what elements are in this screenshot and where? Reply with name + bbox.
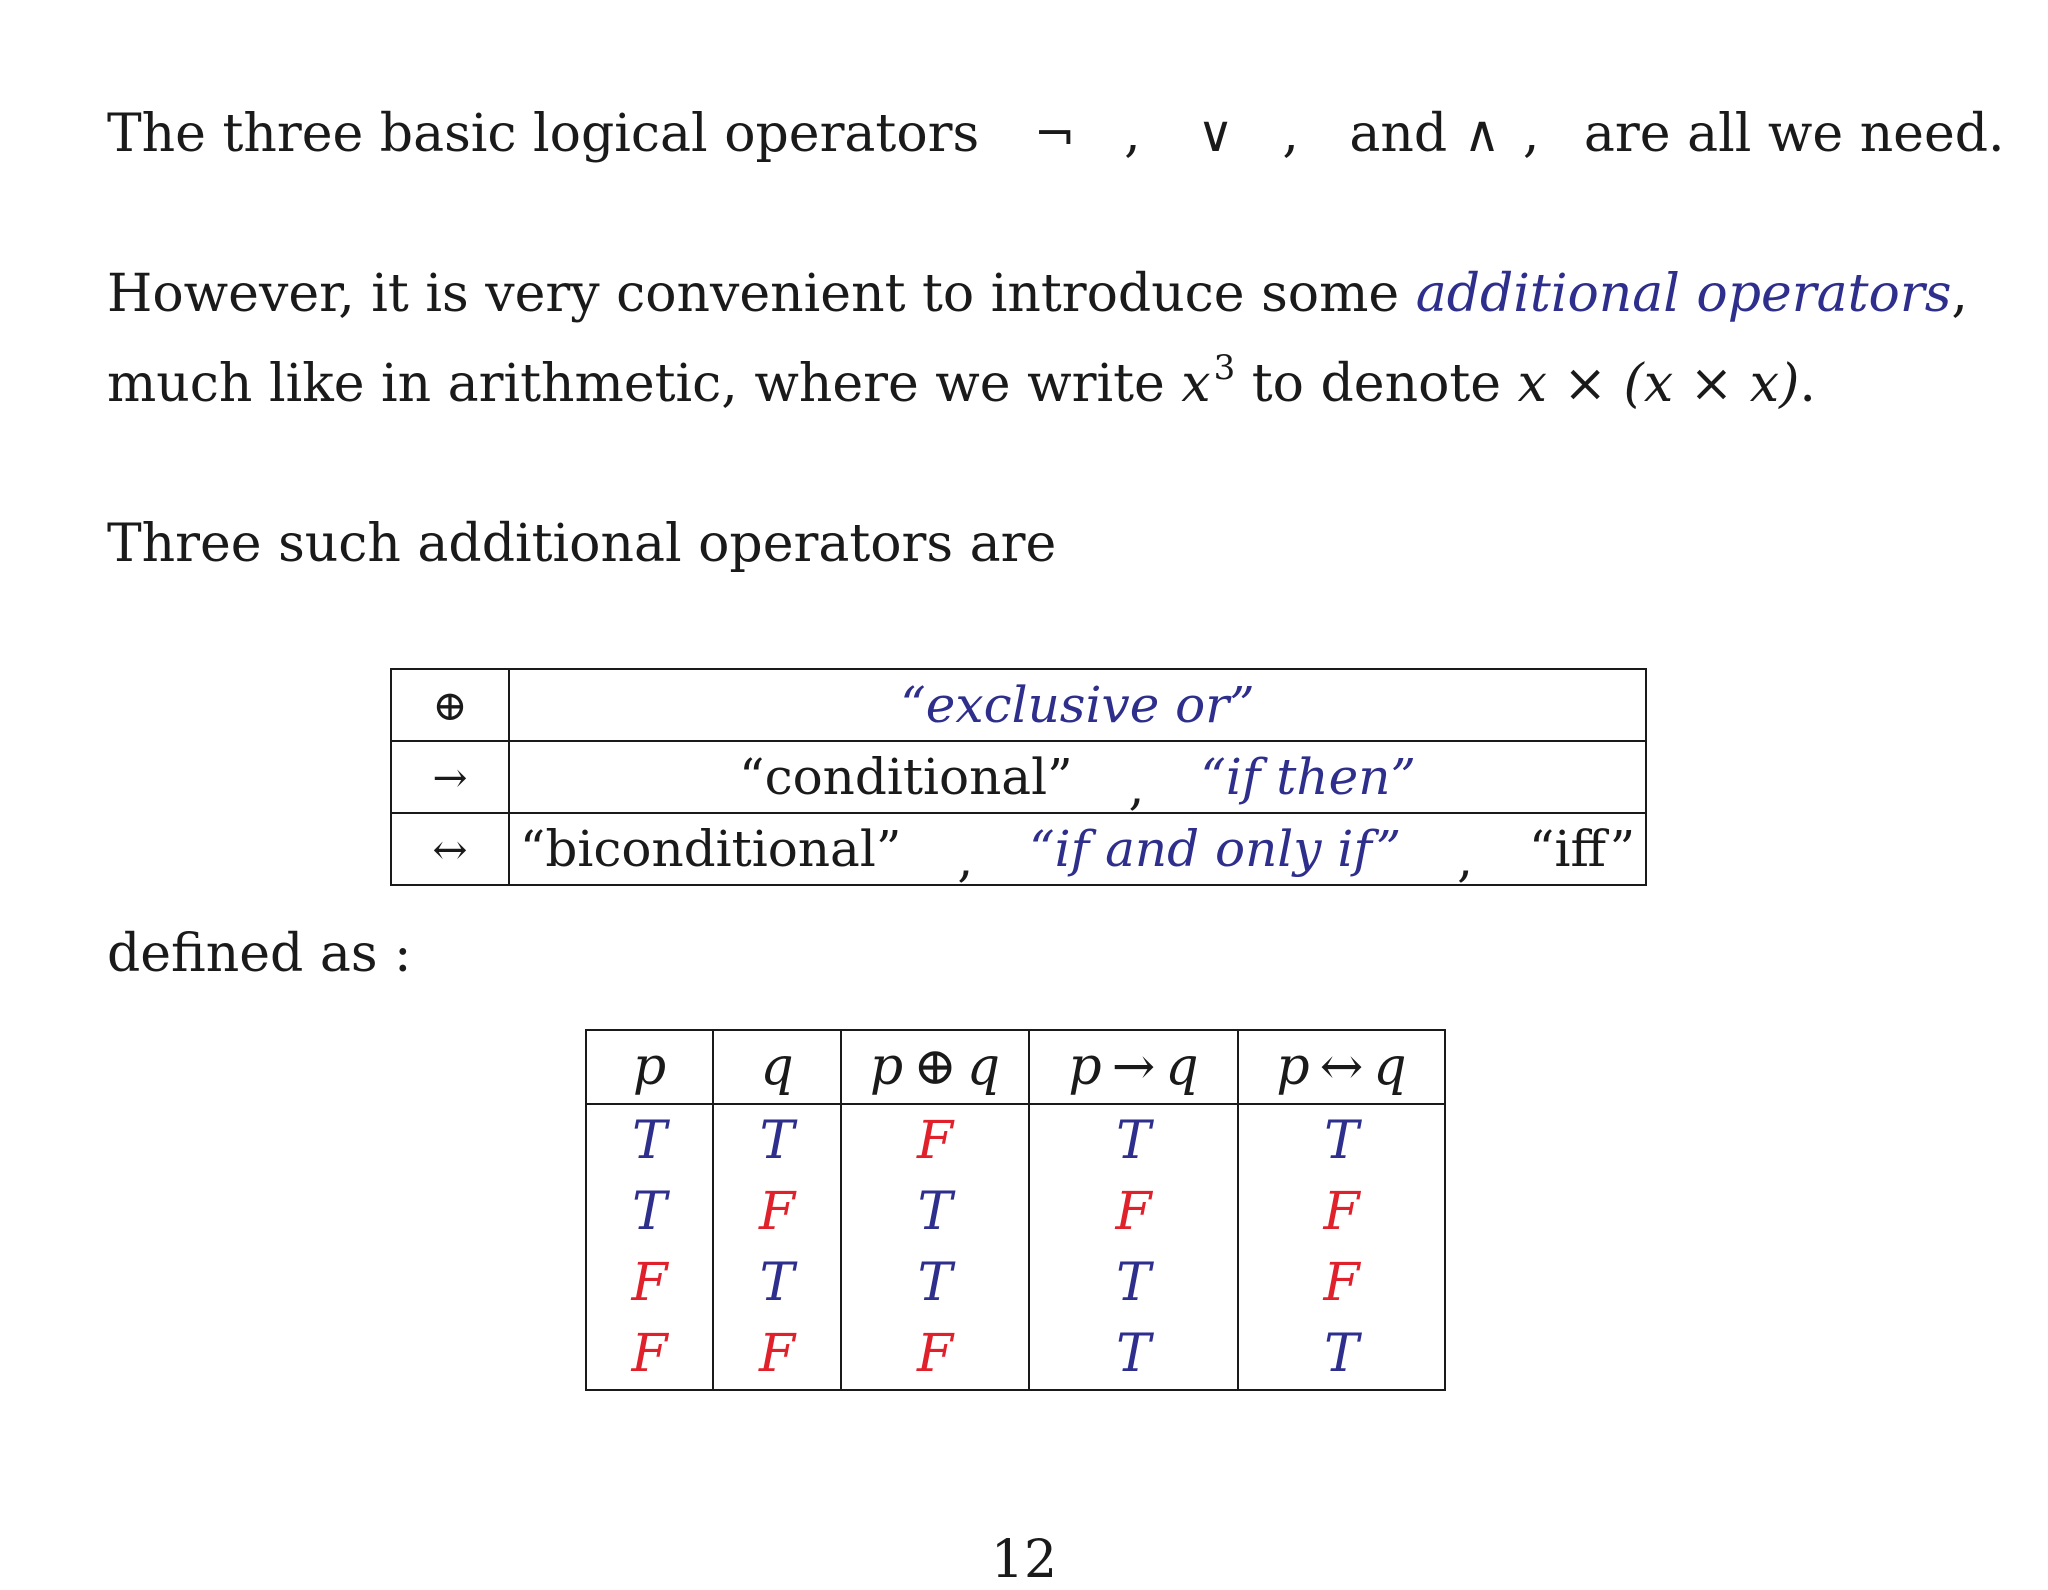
- truth-cell: T: [586, 1104, 713, 1176]
- conditional-description: [509, 741, 1646, 816]
- truth-cell: T: [586, 1176, 713, 1247]
- truth-cell: F: [586, 1247, 713, 1318]
- truth-cell: T: [1238, 1318, 1445, 1390]
- comma: ,: [1951, 264, 1968, 324]
- operator-row-xor: [391, 669, 1646, 741]
- paragraph-additional-operators-line1: [107, 264, 1968, 324]
- truth-cell: F: [841, 1318, 1029, 1390]
- comma: ,: [1282, 104, 1299, 164]
- biconditional-arrow-symbol: ↔: [391, 813, 509, 885]
- biconditional-description: [509, 813, 1646, 888]
- and-word: and: [1349, 104, 1448, 164]
- paragraph-three-operators: Three such additional operators are: [107, 514, 1057, 574]
- truth-cell: F: [586, 1318, 713, 1390]
- header-p-iff-q: p ↔ q: [1238, 1030, 1445, 1104]
- conditional-arrow-symbol: →: [391, 741, 509, 813]
- truth-cell: T: [713, 1104, 841, 1176]
- paragraph-defined-as: defined as :: [107, 924, 412, 984]
- truth-table-row: [586, 1104, 1445, 1176]
- truth-cell: T: [713, 1247, 841, 1318]
- truth-cell: T: [1238, 1104, 1445, 1176]
- truth-cell: T: [841, 1176, 1029, 1247]
- header-p: p: [586, 1030, 713, 1104]
- exclusive-or-label: “exclusive or”: [900, 676, 1255, 734]
- conditional-label: “conditional”: [739, 748, 1073, 806]
- truth-cell: F: [1238, 1176, 1445, 1247]
- truth-cell: T: [1029, 1318, 1238, 1390]
- or-operator-symbol: ∨: [1197, 105, 1234, 163]
- xor-description: [509, 669, 1646, 741]
- truth-cell: T: [841, 1247, 1029, 1318]
- truth-cell: F: [1029, 1176, 1238, 1247]
- header-p-implies-q: p → q: [1029, 1030, 1238, 1104]
- truth-table-header-row: [586, 1030, 1445, 1104]
- truth-cell: F: [1238, 1247, 1445, 1318]
- operator-row-conditional: [391, 741, 1646, 813]
- header-p-xor-q: p ⊕ q: [841, 1030, 1029, 1104]
- paragraph-additional-operators-line2: [107, 348, 1816, 414]
- comma: ,: [1124, 104, 1141, 164]
- not-operator-symbol: ¬: [1033, 105, 1076, 163]
- denote-text: to denote: [1251, 354, 1502, 414]
- operators-table: [390, 668, 1647, 886]
- math-variable-x: x: [1181, 354, 1211, 414]
- separator-comma: ,: [1128, 758, 1145, 816]
- truth-table-row: [586, 1247, 1445, 1318]
- separator-comma: ,: [1457, 830, 1473, 888]
- truth-cell: T: [1029, 1104, 1238, 1176]
- paragraph-basic-operators: [107, 104, 2005, 164]
- basic-operators-conclusion: are all we need.: [1583, 104, 2005, 164]
- basic-operators-text: The three basic logical operators: [107, 104, 980, 164]
- if-then-label: “if then”: [1200, 748, 1416, 806]
- truth-cell: F: [713, 1176, 841, 1247]
- truth-cell: F: [713, 1318, 841, 1390]
- math-exponent: 3: [1213, 348, 1236, 388]
- arithmetic-text: much like in arithmetic, where we write: [107, 354, 1165, 414]
- header-q: q: [713, 1030, 841, 1104]
- and-operator-symbol: ∧: [1463, 105, 1501, 163]
- comma: ,: [1522, 104, 1540, 164]
- page-number: 12: [990, 1530, 1058, 1590]
- math-expression: x × (x × x): [1517, 354, 1800, 414]
- additional-operators-emphasis: additional operators: [1415, 264, 1952, 324]
- xor-symbol: ⊕: [391, 669, 509, 741]
- truth-table: [585, 1029, 1446, 1391]
- operator-row-biconditional: [391, 813, 1646, 885]
- iff-label: “iff”: [1528, 820, 1636, 878]
- if-and-only-if-label: “if and only if”: [1029, 820, 1402, 878]
- biconditional-label: “biconditional”: [519, 820, 902, 878]
- truth-table-row: [586, 1318, 1445, 1390]
- intro-text: However, it is very convenient to introduce some: [107, 264, 1400, 324]
- truth-table-row: [586, 1176, 1445, 1247]
- truth-cell: F: [841, 1104, 1029, 1176]
- separator-comma: ,: [957, 830, 974, 888]
- truth-cell: T: [1029, 1247, 1238, 1318]
- period: .: [1799, 354, 1816, 414]
